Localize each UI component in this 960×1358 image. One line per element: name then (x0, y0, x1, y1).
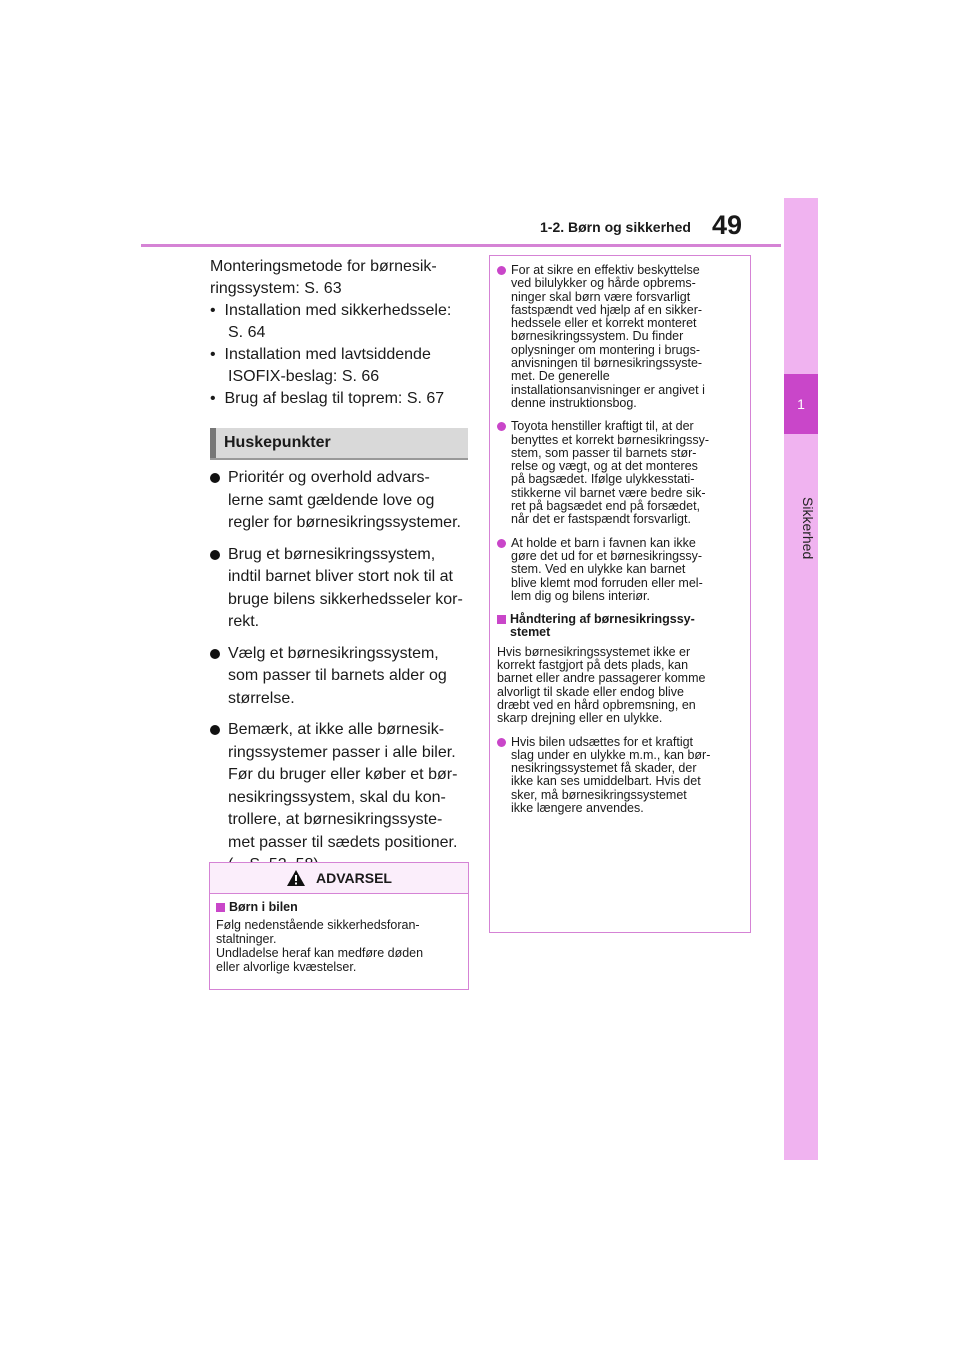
plain-line: alvorligt til skade eller endog blive (497, 684, 684, 699)
handling-subheading (497, 613, 744, 640)
point-line: trollere, at børnesikringssyste- (228, 811, 443, 828)
bullet-dot-icon (210, 725, 220, 735)
info-line: børnesikringssystem. Du finder (511, 329, 684, 344)
info-item (497, 420, 744, 526)
pink-dot-icon (497, 422, 506, 431)
point-line: ringssystemer passer i alle biler. (228, 743, 456, 761)
plain-line: dræbt ved en hård opbremsning, en (497, 697, 696, 712)
point-item (210, 544, 472, 634)
info-line: benyttes et korrekt børnesikringssy- (511, 432, 709, 447)
point-line: met passer til sædets positioner. (228, 833, 458, 851)
sub-list-item (210, 388, 470, 410)
pink-dot-icon (497, 266, 506, 275)
intro-line: Monteringsmetode for børnesik- (210, 258, 437, 275)
bullet-glyph: • (210, 390, 216, 407)
info-line: relse og vægt, og at det monteres (511, 459, 698, 474)
sub-item-line: ISOFIX-beslag: S. 66 (228, 368, 380, 385)
point-item (210, 643, 472, 711)
warning-line: Følg nedenstående sikkerhedsforan- (216, 918, 420, 932)
info-line: slag under en ulykke m.m., kan bør- (511, 747, 711, 762)
info-line: For at sikre en effektiv beskyttelse (511, 263, 700, 277)
info-line: ret på bagsædet end på forsædet, (511, 499, 701, 514)
info-line: At holde et barn i favnen kan ikke (511, 535, 696, 550)
plain-line: Hvis børnesikringssystemet ikke er (497, 644, 691, 659)
chapter-side-tab (784, 198, 818, 1160)
plain-line: korrekt fastgjort på dets plads, kan (497, 658, 689, 673)
point-item (210, 719, 472, 877)
left-intro (210, 256, 470, 410)
info-item (497, 736, 744, 816)
warning-body (210, 894, 468, 980)
sub-item-line: Installation med lavtsiddende (224, 346, 431, 363)
info-line: ikke længere anvendes. (511, 800, 644, 815)
section-title: 1-2. Børn og sikkerhed (540, 219, 691, 235)
square-bullet-icon (497, 615, 506, 624)
info-line: hedssele eller et korrekt monteret (511, 316, 697, 331)
info-line: Toyota henstiller kraftigt til, at der (511, 419, 694, 434)
header-rule (141, 244, 781, 247)
warning-box (209, 862, 469, 990)
warning-line: Undladelse heraf kan medføre døden (216, 946, 424, 960)
point-line: som passer til barnets alder og (228, 667, 447, 684)
intro-line: ringssystem: S. 63 (210, 280, 342, 297)
chapter-number: 1 (784, 374, 818, 434)
huskepunkter-title: Huskepunkter (224, 434, 331, 451)
info-line: nesikringssystemet få skader, der (511, 761, 697, 776)
warning-continuation-box (489, 255, 751, 933)
point-line: Prioritér og overhold advars- (228, 469, 430, 486)
warning-triangle-icon (286, 869, 306, 887)
sub-list-item (210, 300, 470, 322)
bullet-dot-icon (210, 649, 220, 659)
warning-subheading: Børn i bilen (216, 900, 462, 914)
point-line: Brug et børnesikringssystem, (228, 545, 436, 563)
point-line: bruge bilens sikkerhedsseler kor- (228, 590, 463, 608)
info-line: fastspændt ved hjælp af en sikker- (511, 302, 703, 317)
info-item (497, 264, 744, 410)
subheading-line: Håndtering af børnesikringssy- (510, 612, 695, 627)
pink-dot-icon (497, 539, 506, 548)
info-line: gøre det ud for et børnesikringssy- (511, 548, 703, 563)
sub-item-line: Brug af beslag til toprem: S. 67 (224, 390, 445, 407)
plain-line: skarp drejning eller en ulykke. (497, 711, 663, 726)
info-line: stikkerne vil barnet være bedre sik- (511, 485, 706, 500)
handling-text (497, 646, 744, 726)
point-line: Bemærk, at ikke alle børnesik- (228, 721, 445, 738)
point-line: Før du bruger eller køber et bør- (228, 766, 458, 783)
info-item (497, 537, 744, 603)
sub-item-line: Installation med sikkerhedssele: (224, 302, 452, 319)
point-line: størrelse. (228, 689, 295, 707)
info-line: på bagsædet. Ifølge ulykkesstati- (511, 472, 695, 487)
info-line: stem, som passer til barnets stør- (511, 445, 697, 460)
warning-line: staltninger. (216, 932, 277, 946)
bullet-glyph: • (210, 346, 216, 363)
bullet-glyph: • (210, 302, 216, 319)
info-line: ved bilulykker og hårde opbrems- (511, 276, 696, 291)
info-line: Hvis bilen udsættes for et kraftigt (511, 734, 694, 749)
info-line: oplysninger om montering i brugs- (511, 342, 700, 357)
info-line: installationsanvisninger er angivet i (511, 382, 705, 397)
info-line: anvisningen til børnesikringssyste- (511, 356, 703, 371)
info-line: ikke kan ses umiddelbart. Hvis det (511, 774, 701, 789)
sub-item-line: S. 64 (228, 324, 266, 341)
info-line: lem dig og bilens interiør. (511, 588, 650, 603)
huskepunkter-heading (210, 428, 468, 460)
point-line: Vælg et børnesikringssystem, (228, 644, 439, 662)
warning-line: eller alvorlige kvæstelser. (216, 960, 357, 974)
chapter-name: Sikkerhed (800, 496, 816, 560)
info-line: met. De generelle (511, 369, 610, 384)
info-line: når det er fastspændt forsvarligt. (511, 512, 691, 527)
handling-title (510, 613, 695, 640)
info-line: sker, må børnesikringssystemet (511, 787, 687, 802)
page-number: 49 (712, 210, 743, 240)
warning-title: ADVARSEL (316, 870, 392, 886)
info-line: stem. Ved en ulykke kan barnet (511, 562, 686, 577)
plain-line: barnet eller andre passagerer komme (497, 671, 706, 686)
info-line: blive klemt mod forruden eller mel- (511, 575, 703, 590)
point-item (210, 467, 472, 535)
subheading-line: stemet (510, 625, 551, 640)
bullet-dot-icon (210, 550, 220, 560)
point-line: indtil barnet bliver stort nok til at (228, 568, 453, 585)
warning-header (210, 863, 468, 894)
point-line: rekt. (228, 613, 260, 630)
info-line: denne instruktionsbog. (511, 395, 637, 410)
sub-list-item (210, 344, 470, 366)
heading-bar (210, 428, 216, 458)
info-line: ninger skal børn være forsvarligt (511, 289, 691, 304)
points-list (210, 467, 472, 886)
pink-dot-icon (497, 738, 506, 747)
square-bullet-icon (216, 903, 225, 912)
point-line: regler for børnesikringssystemer. (228, 514, 461, 531)
bullet-dot-icon (210, 473, 220, 483)
point-line: nesikringssystem, skal du kon- (228, 788, 446, 806)
point-line: lerne samt gældende love og (228, 491, 435, 509)
